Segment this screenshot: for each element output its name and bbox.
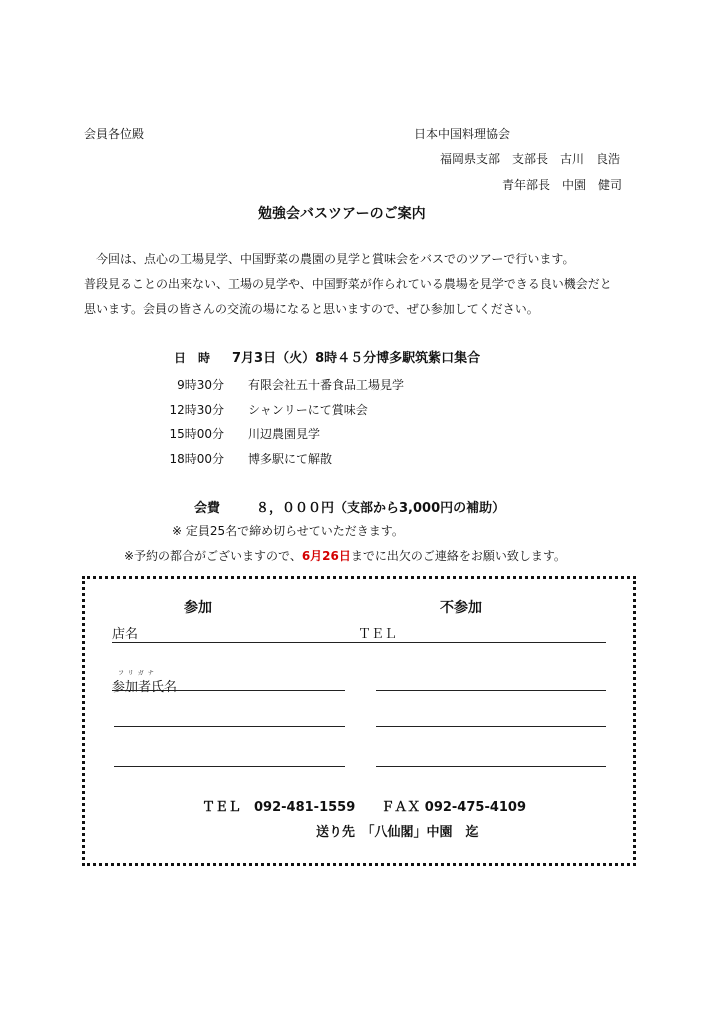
participant-name-label: 参加者氏名	[112, 680, 178, 695]
absent-option[interactable]: 不参加	[440, 600, 482, 616]
name-line-right[interactable]	[376, 690, 606, 691]
capacity-note: ※ 定員25名で締め切らせていただきます。	[172, 524, 404, 538]
shop-tel-line[interactable]	[112, 642, 606, 643]
intro-line-2: 普段見ることの出来ない、工場の見学や、中国野菜が作られている農場を見学できる良い機会だと	[84, 277, 612, 291]
name-line-right[interactable]	[376, 766, 606, 767]
schedule-desc: 川辺農園見学	[248, 427, 321, 441]
schedule-desc: シャンリーにて賞味会	[248, 403, 368, 417]
send-to: 送り先 「八仙閣」中園 迄	[316, 825, 479, 840]
intro-line-1: 今回は、点心の工場見学、中国野菜の農園の見学と賞味会をバスでのツアーで行います。	[96, 252, 575, 266]
name-line-left[interactable]	[114, 726, 345, 727]
branch-chief-line: 福岡県支部 支部長 古川 良浩	[440, 152, 621, 166]
tel-label: ＴＥＬ	[358, 627, 398, 642]
shop-name-label: 店名	[112, 627, 139, 642]
schedule-label: 日 時	[174, 351, 211, 365]
schedule-time: 9時30分	[177, 378, 224, 392]
schedule-time: 12時30分	[169, 403, 224, 417]
schedule-desc: 有限会社五十番食品工場見学	[248, 378, 405, 392]
deadline-date: 6月26日	[301, 549, 351, 563]
deadline-note	[124, 547, 566, 564]
schedule-time: 18時00分	[169, 452, 224, 466]
intro-line-3: 思います。会員の皆さんの交流の場になると思いますので、ぜひ参加してください。	[84, 302, 539, 316]
schedule-time: 15時00分	[169, 427, 224, 441]
name-line-left[interactable]	[112, 690, 345, 691]
schedule-desc: 博多駅にて解散	[248, 452, 333, 466]
name-line-left[interactable]	[114, 766, 345, 767]
fee-label: 会費	[194, 501, 221, 516]
youth-chief-line: 青年部長 中園 健司	[502, 178, 623, 192]
fee-amount: ８，０００円（支部から3,000円の補助）	[256, 501, 506, 516]
attend-option[interactable]: 参加	[184, 600, 212, 616]
document-title: 勉強会バスツアーのご案内	[258, 206, 426, 222]
name-line-right[interactable]	[376, 726, 606, 727]
deadline-after: までに出欠のご連絡をお願い致します。	[350, 549, 566, 563]
contact-numbers: ＴＥＬ 092-481-1559 ＦＡＸ 092-475-4109	[202, 800, 527, 815]
deadline-before: ※予約の都合がございますので、	[124, 549, 302, 563]
furigana-label: フリガナ	[118, 670, 158, 677]
recipient: 会員各位殿	[84, 127, 145, 141]
organization-name: 日本中国料理協会	[414, 127, 511, 141]
schedule-main: 7月3日（火）8時４５分博多駅筑紫口集合	[232, 351, 481, 366]
